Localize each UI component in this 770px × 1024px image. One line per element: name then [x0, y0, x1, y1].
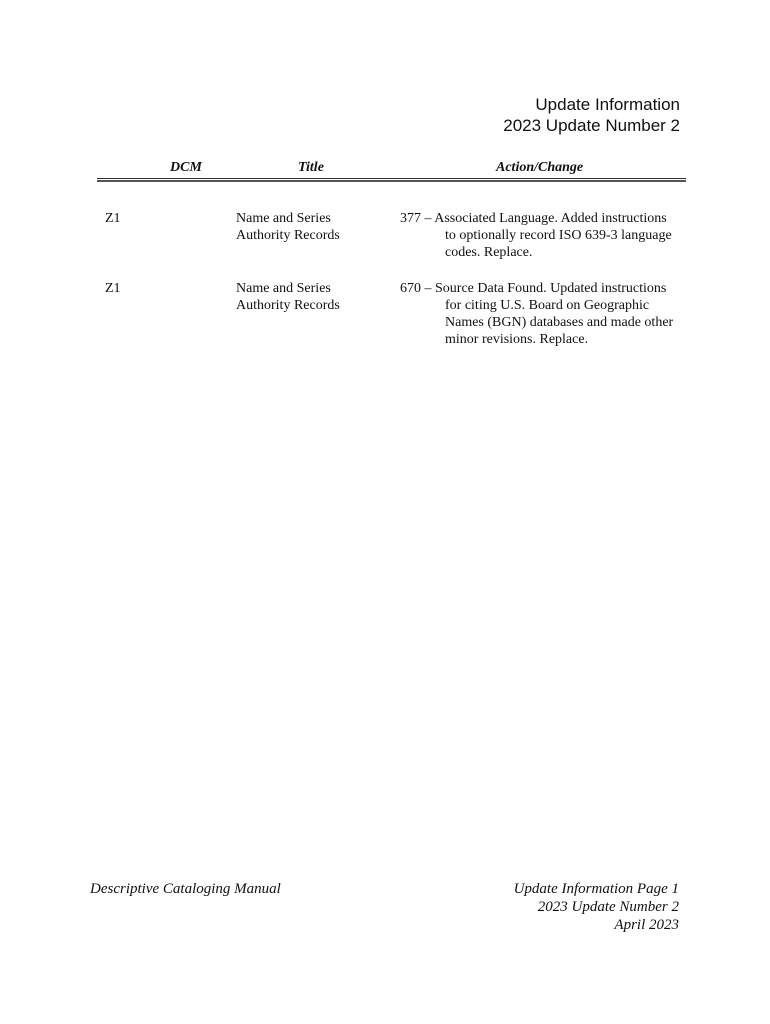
- column-header-dcm: DCM: [170, 160, 202, 175]
- footer-date: April 2023: [614, 917, 679, 933]
- column-header-title: Title: [298, 160, 324, 175]
- footer-update-number: 2023 Update Number 2: [537, 899, 679, 915]
- header-rule: [97, 178, 686, 182]
- row-action-rest: to optionally record ISO 639-3 language codes. Replace.: [445, 228, 672, 260]
- row-dcm: Z1: [105, 211, 121, 226]
- header-title: Update Information: [535, 95, 680, 114]
- row-action-rest: for citing U.S. Board on Geographic Names (BGN) databases and made other minor revisions. Replace.: [445, 298, 674, 347]
- row-action-first: 377 – Associated Language. Added instructions: [400, 211, 667, 226]
- row-title-line1: Name and Series: [236, 281, 331, 296]
- row-title: [236, 280, 376, 314]
- footer-page-label: Update Information Page 1: [513, 881, 679, 897]
- row-title-line2: Authority Records: [236, 228, 340, 243]
- row-action: [400, 210, 676, 261]
- row-action: [400, 280, 676, 348]
- page-header: [503, 94, 680, 136]
- footer-manual-title: Descriptive Cataloging Manual: [90, 881, 281, 897]
- row-title-line1: Name and Series: [236, 211, 331, 226]
- row-title-line2: Authority Records: [236, 298, 340, 313]
- row-dcm: Z1: [105, 281, 121, 296]
- column-header-action: Action/Change: [496, 160, 584, 175]
- row-action-first: 670 – Source Data Found. Updated instructions: [400, 281, 667, 296]
- header-subtitle: 2023 Update Number 2: [503, 116, 680, 135]
- row-title: [236, 210, 376, 244]
- page-footer-info: [514, 880, 679, 934]
